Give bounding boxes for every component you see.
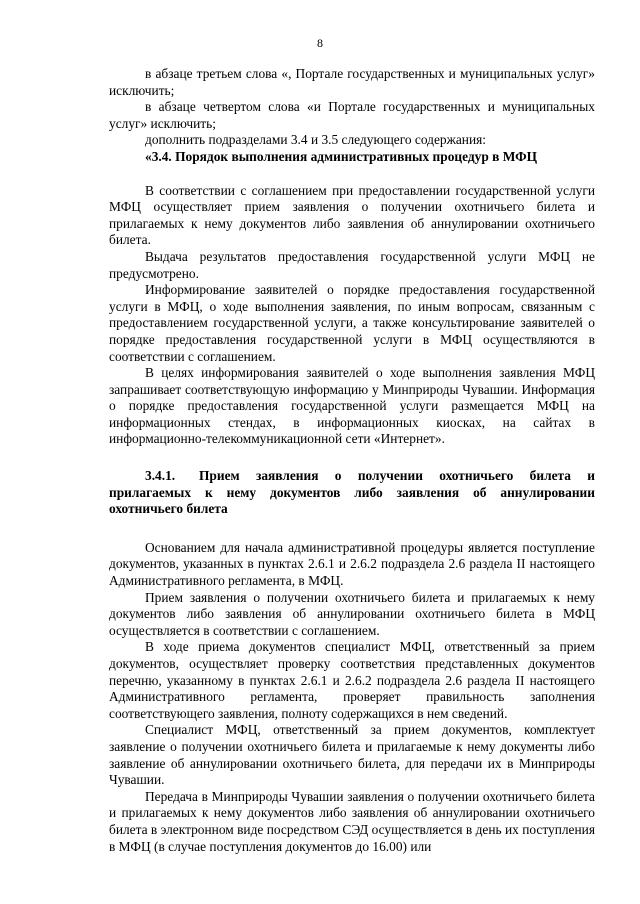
subsection-title-continuation: прилагаемых к нему документов либо заявления об аннулировании охотничьего билета [109,484,595,517]
subsection-title-line: Прием заявления о получении охотничьего билета и [199,468,595,484]
spacer [109,166,595,183]
paragraph-information-request: В целях информирования заявителей о ходе выполнения заявления МФЦ запрашивает соответствующую информацию у Минприроды Чувашии. Информация о порядке предоставления государственной услуги размещается МФЦ на информационных стендах, в информационных киосках, на сайтах в информационно-телекоммуникационной сети «Интернет». [109,365,595,447]
paragraph-informing: Информирование заявителей о порядке предоставления государственной услуги в МФЦ, о ходе выполнения заявления, по иным вопросам, связанным с предоставлением государственной услуги, а также консультирование заявителей о порядке предоставления государственной услуги в МФЦ осуществляются в соответствии с соглашением. [109,282,595,364]
paragraph-basis: Основанием для начала административной процедуры является поступление документов, указанных в пунктах 2.6.1 и 2.6.2 подраздела 2.6 раздела II настоящего Административного регламента, в МФЦ. [109,539,595,589]
paragraph-amend-add: дополнить подразделами 3.4 и 3.5 следующего содержания: [145,132,487,148]
paragraph-specialist: Специалист МФЦ, ответственный за прием документов, комплектует заявление о получении охотничьего билета и прилагаемые к нему документы либо заявление об аннулировании охотничьего билета, для передачи их в Минприроды Чувашии. [109,722,595,788]
subsection-heading-3-4-1 [109,468,595,485]
paragraph-agreement: В соответствии с соглашением при предоставлении государственной услуги МФЦ осуществляет прием заявления о получении охотничьего билета и прилагаемых к нему документов либо заявления об аннулировании охотничьего билета. [109,182,595,248]
page-number: 8 [317,36,323,50]
section-heading-3-4: «3.4. Порядок выполнения административных процедур в МФЦ [145,148,538,164]
paragraph-verification: В ходе приема документов специалист МФЦ, ответственный за прием документов, осуществляет проверку соответствия представленных документов перечню, указанному в пунктах 2.6.1 и 2.6.2 подраздела 2.6 раздела II настоящего Административного регламента, проверяет правильность заполнения соответствующего заявления, полноту содержащихся в нем сведений. [109,639,595,721]
paragraph-results: Выдача результатов предоставления государственной услуги МФЦ не предусмотрено. [109,248,595,281]
document-body [109,66,595,855]
subsection-number: 3.4.1. [145,468,176,484]
spacer [109,448,595,468]
paragraph-acceptance: Прием заявления о получении охотничьего билета и прилагаемых к нему документов либо заявления об аннулировании охотничьего билета в МФЦ осуществляется в соответствии с соглашением. [109,589,595,638]
spacer [109,518,595,540]
paragraph-amend-fourth: в абзаце четвертом слова «и Портале государственных и муниципальных услуг» исключить; [109,99,595,131]
paragraph-transfer: Передача в Минприроды Чувашии заявления о получении охотничьего билета и прилагаемых к нему документов либо заявления об аннулировании охотничьего билета в электронном виде посредством СЭД осуществляется в день их поступления в МФЦ (в случае поступления документов до 16.00) или [109,788,595,854]
paragraph-amend-third: в абзаце третьем слова «, Портале государственных и муниципальных услуг» исключить; [109,66,595,98]
